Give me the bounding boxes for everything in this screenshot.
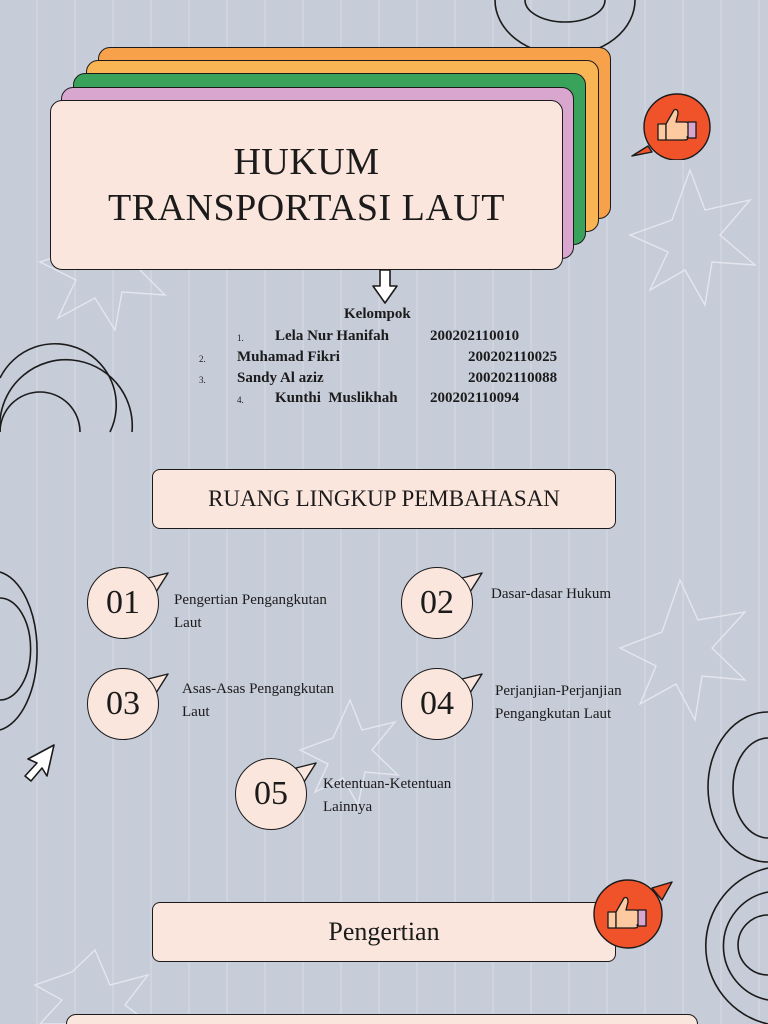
member-nim: 200202110094 <box>430 390 520 406</box>
item-text-line: Pengangkutan Laut <box>495 706 612 722</box>
item-number: 05 <box>254 775 288 812</box>
item-number: 02 <box>420 584 454 621</box>
item-number-circle <box>401 668 473 740</box>
member-nim: 200202110010 <box>430 328 520 344</box>
member-name: Lela Nur Hanifah <box>275 328 389 344</box>
item-text-line: Ketentuan-Ketentuan <box>323 776 452 792</box>
section-heading-box <box>152 902 616 962</box>
item-number-circle <box>87 668 159 740</box>
item-number: 04 <box>420 685 454 722</box>
item-text-line: Laut <box>182 704 210 720</box>
member-name: Kunthi Muslikhah <box>275 390 398 406</box>
member-nim: 200202110025 <box>468 349 558 365</box>
item-text-line: Asas-Asas Pengangkutan <box>182 681 335 697</box>
item-text-line: Laut <box>174 615 202 631</box>
cursor-pointer-icon <box>20 742 60 786</box>
item-text <box>323 773 451 819</box>
thumbs-up-icon <box>590 874 674 950</box>
section-heading: Pengertian <box>328 917 440 946</box>
item-text-line: Lainnya <box>323 799 373 815</box>
item-number: 03 <box>106 685 140 722</box>
member-name: Muhamad Fikri <box>237 349 340 365</box>
member-number: 2. <box>199 354 206 364</box>
item-text <box>182 678 334 724</box>
item-number-circle <box>87 567 159 639</box>
item-number: 01 <box>106 584 140 621</box>
member-number: 3. <box>199 375 206 385</box>
member-nim: 200202110088 <box>468 370 558 386</box>
member-number: 1. <box>237 333 244 343</box>
title-line-2: TRANSPORTASI LAUT <box>108 187 505 229</box>
member-number: 4. <box>237 395 244 405</box>
item-text <box>174 589 327 635</box>
item-text-line: Perjanjian-Perjanjian <box>495 683 622 699</box>
member-name: Sandy Al aziz <box>237 370 324 386</box>
title-line-1: HUKUM <box>233 141 380 183</box>
item-number-circle <box>235 758 307 830</box>
item-text <box>495 680 622 726</box>
item-text <box>491 583 611 606</box>
item-number-circle <box>401 567 473 639</box>
scope-heading: RUANG LINGKUP PEMBAHASAN <box>208 486 560 511</box>
item-text-line: Pengertian Pengangkutan <box>174 592 327 608</box>
next-card-partial <box>66 1014 698 1024</box>
group-heading: Kelompok <box>344 306 411 322</box>
item-text-line: Dasar-dasar Hukum <box>491 586 612 602</box>
